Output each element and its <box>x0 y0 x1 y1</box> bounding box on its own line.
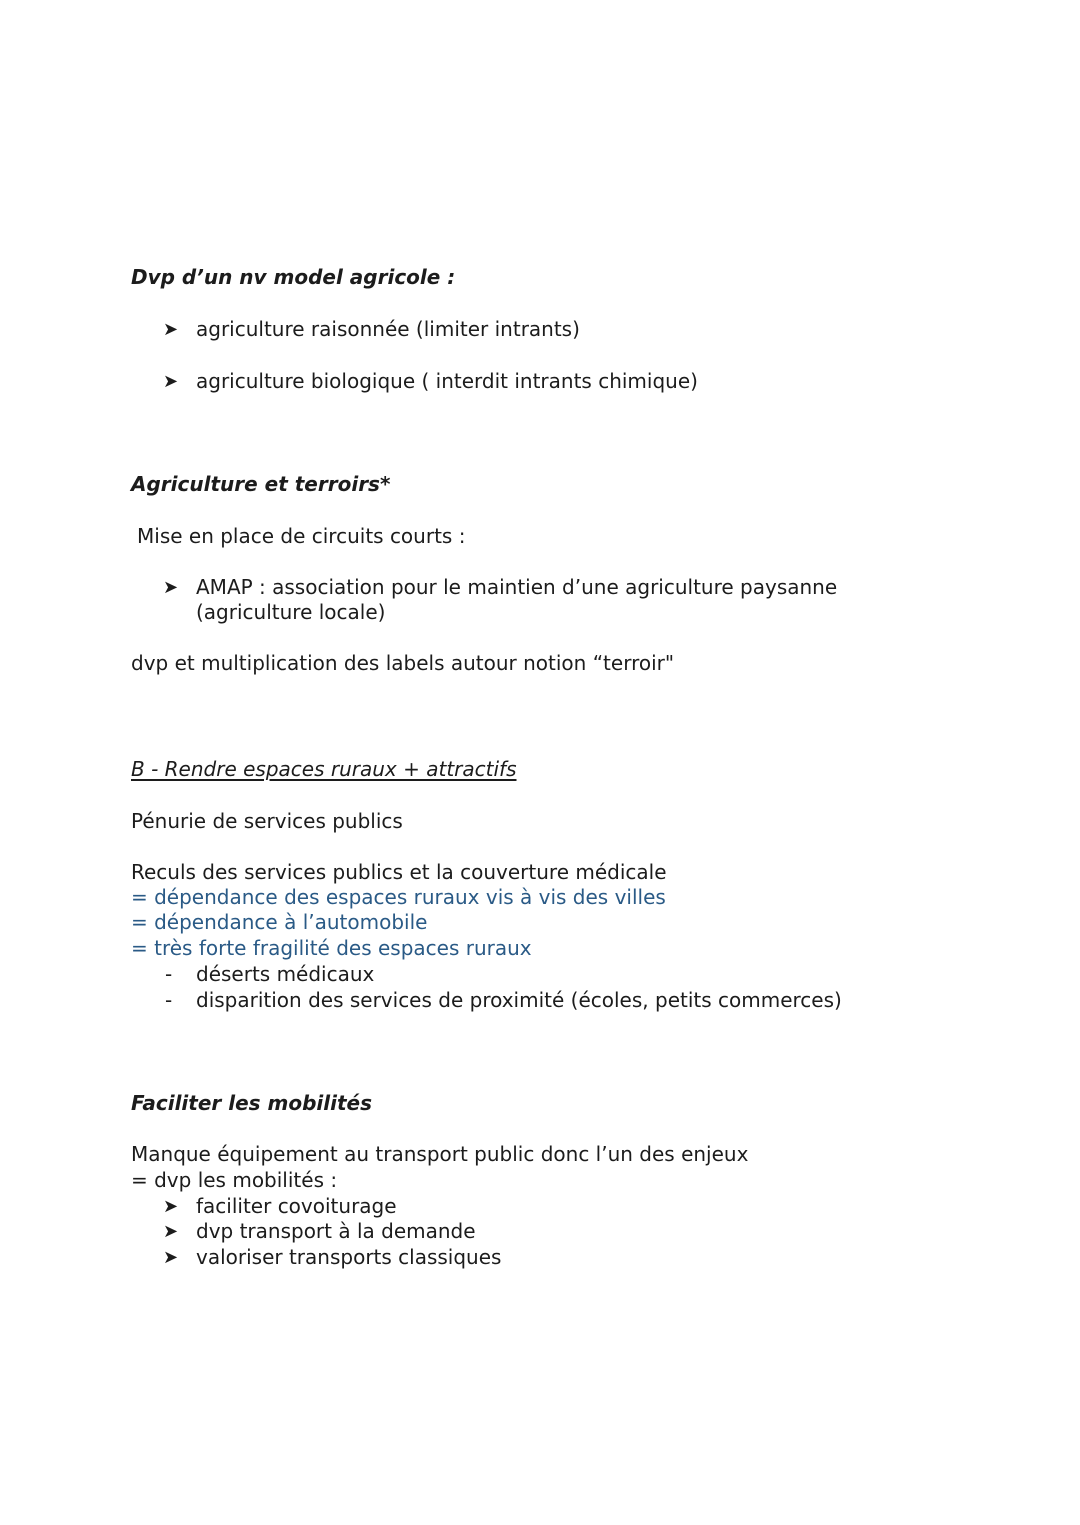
bullet-transport-demande: dvp transport à la demande <box>196 1219 476 1243</box>
bullet-covoiturage: faciliter covoiturage <box>196 1194 397 1218</box>
arrow-bullet-icon: ➤ <box>163 1247 179 1268</box>
consequence-dependance-automobile: = dépendance à l’automobile <box>131 910 428 934</box>
manque-equipement-text: Manque équipement au transport public donc l’un des enjeux <box>131 1142 749 1166</box>
bullet-agriculture-biologique: agriculture biologique ( interdit intrants chimique) <box>196 369 698 393</box>
dash-item-deserts-medicaux: déserts médicaux <box>196 962 375 986</box>
dash-item-services-proximite: disparition des services de proximité (écoles, petits commerces) <box>196 988 842 1012</box>
section-heading-terroirs: Agriculture et terroirs* <box>131 472 391 496</box>
arrow-bullet-icon: ➤ <box>163 1196 179 1217</box>
dash-bullet-icon: - <box>165 988 173 1012</box>
arrow-bullet-icon: ➤ <box>163 371 179 392</box>
section-heading-model-agricole: Dvp d’un nv model agricole : <box>131 265 456 289</box>
section-heading-mobilites: Faciliter les mobilités <box>131 1091 373 1115</box>
consequence-fragilite: = très forte fragilité des espaces ruraux <box>131 936 532 960</box>
bullet-amap-continued: (agriculture locale) <box>196 600 386 624</box>
reculs-services-text: Reculs des services publics et la couverture médicale <box>131 860 667 884</box>
arrow-bullet-icon: ➤ <box>163 577 179 598</box>
consequence-dependance-villes: = dépendance des espaces ruraux vis à vis des villes <box>131 885 666 909</box>
bullet-agriculture-raisonnee: agriculture raisonnée (limiter intrants) <box>196 317 580 341</box>
labels-terroir-text: dvp et multiplication des labels autour notion “terroir" <box>131 651 675 675</box>
penurie-services-publics: Pénurie de services publics <box>131 809 403 833</box>
dash-bullet-icon: - <box>165 962 173 986</box>
bullet-transports-classiques: valoriser transports classiques <box>196 1245 502 1269</box>
circuits-courts-intro: Mise en place de circuits courts : <box>137 524 466 548</box>
arrow-bullet-icon: ➤ <box>163 1221 179 1242</box>
arrow-bullet-icon: ➤ <box>163 319 179 340</box>
bullet-amap: AMAP : association pour le maintien d’une agriculture paysanne <box>196 575 838 599</box>
section-title-espaces-ruraux: B - Rendre espaces ruraux + attractifs <box>131 757 517 781</box>
dvp-mobilites-text: = dvp les mobilités : <box>131 1168 338 1192</box>
